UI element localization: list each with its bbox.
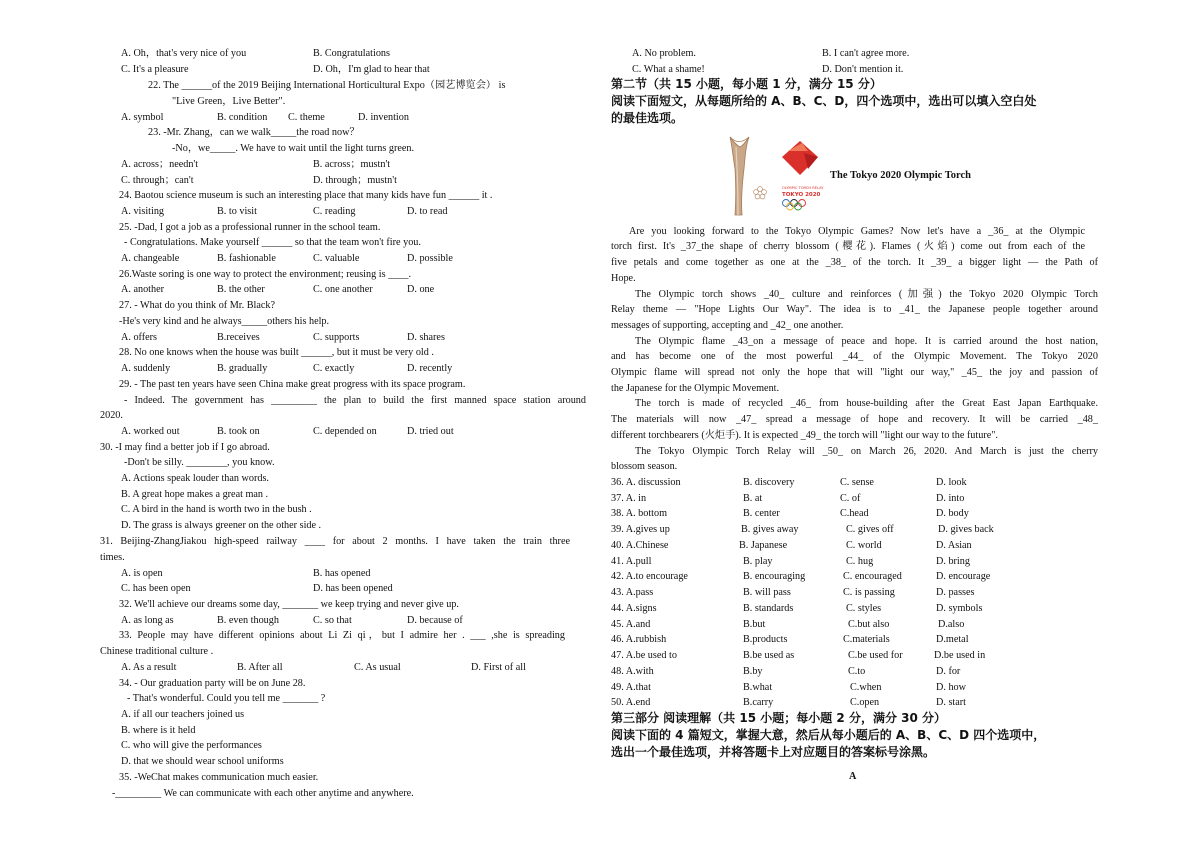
option-text: C.but also	[848, 619, 890, 630]
option-text: D. gives back	[938, 524, 994, 535]
option-text: C. sense	[840, 477, 874, 488]
line-text: 30. -I may find a better job if I go abroad.	[100, 442, 270, 453]
option-text: B.but	[743, 619, 766, 630]
option-text: 41. A.pull	[611, 556, 652, 567]
option-text: B. Congratulations	[313, 48, 390, 59]
line-text: and has become one of the most powerful _44_ of the Olympic Movement. The Tokyo 2020	[611, 351, 1098, 362]
option-text: 45. A.and	[611, 619, 651, 630]
olympic-rings-icon	[783, 200, 806, 211]
option-text: A. worked out	[121, 426, 180, 437]
option-text: D. into	[936, 493, 965, 504]
option-text: C. styles	[846, 603, 882, 614]
line-text: 25. -Dad, I got a job as a professional runner in the school team.	[119, 222, 381, 233]
line-text: The Tokyo Olympic Torch Relay will _50_ on March 26, 2020. And March is just the cherry	[635, 446, 1098, 457]
option-text: C.be used for	[848, 650, 903, 661]
option-text: 42. A.to encourage	[611, 571, 688, 582]
option-text: D. Don't mention it.	[822, 64, 904, 75]
option-text: C. gives off	[846, 524, 894, 535]
line-text: Are you looking forward to the Tokyo Olympic Games? Now let's have a _36_ at the Olympic	[629, 226, 1085, 237]
option-text: B. even though	[217, 615, 279, 626]
tokyo-torch-image	[718, 135, 828, 217]
option-text: A. suddenly	[121, 363, 171, 374]
option-text: B. discovery	[743, 477, 795, 488]
option-text: B. took on	[217, 426, 260, 437]
line-text: B. A great hope makes a great man .	[121, 489, 269, 500]
line-text: 24. Baotou science museum is such an interesting place that many kids have fun ______ it .	[119, 190, 493, 201]
option-text: C. through；can't	[121, 175, 194, 186]
option-text: C. is passing	[843, 587, 895, 598]
line-text: D. that we should wear school uniforms	[121, 756, 284, 767]
option-text: B. at	[743, 493, 763, 504]
line-text: different torchbearers (火炬手). It is expected _49_ the torch will "light our way to the future".	[611, 430, 998, 441]
option-text: D. encourage	[936, 571, 991, 582]
line-text: The materials will now _47_ spread a message of hope and recovery. It will be carried _48_	[611, 414, 1098, 425]
option-text: D. body	[936, 508, 969, 519]
option-text: C.when	[850, 682, 882, 693]
option-text: B. has opened	[313, 568, 371, 579]
option-text: D. invention	[358, 112, 409, 123]
option-text: C. depended on	[313, 426, 377, 437]
option-text: B.receives	[217, 332, 260, 343]
line-text: 第二节（共 15 小题，每小题 1 分，满分 15 分）	[611, 77, 882, 91]
option-text: C. exactly	[313, 363, 355, 374]
line-text: 32. We'll achieve our dreams some day, _______ we keep trying and never give up.	[119, 599, 459, 610]
option-text: B. center	[743, 508, 780, 519]
option-text: B. will pass	[743, 587, 791, 598]
option-text: A. As a result	[121, 662, 177, 673]
option-text: C. so that	[313, 615, 352, 626]
option-text: 40. A.Chinese	[611, 540, 669, 551]
option-text: C.head	[840, 508, 869, 519]
option-text: B. play	[743, 556, 773, 567]
option-text: D. Asian	[936, 540, 972, 551]
option-text: A. visiting	[121, 206, 165, 217]
option-text: B. encouraging	[743, 571, 806, 582]
line-text: 34. - Our graduation party will be on June 28.	[119, 678, 306, 689]
option-text: C. encouraged	[843, 571, 902, 582]
line-text: 23. -Mr. Zhang，can we walk_____the road now？	[148, 127, 360, 138]
line-text: 阅读下面的 4 篇短文，掌握大意，然后从每小题后的 A、B、C、D 四个选项中，	[611, 728, 1046, 742]
option-text: D. through；mustn't	[313, 175, 397, 186]
option-text: C. theme	[288, 112, 325, 123]
option-text: 44. A.signs	[611, 603, 657, 614]
line-text: -_________ We can communicate with each other anytime and anywhere.	[112, 788, 414, 799]
line-text: D. The grass is always greener on the other side .	[121, 520, 322, 531]
option-text: D. how	[936, 682, 966, 693]
option-text: D. recently	[407, 363, 453, 374]
line-text: 选出一个最佳选项，并将答题卡上对应题目的答案标号涂黑。	[611, 745, 936, 759]
line-text: 26.Waste soring is one way to protect the environment; reusing is ____.	[119, 269, 412, 280]
line-text: C. who will give the performances	[121, 740, 262, 751]
option-text: 46. A.rubbish	[611, 634, 667, 645]
line-text: 27. - What do you think of Mr. Black?	[119, 300, 275, 311]
line-text: 的最佳选项。	[611, 111, 684, 125]
option-text: C. It's a pleasure	[121, 64, 189, 75]
option-text: D. Oh，I'm glad to hear that	[313, 64, 430, 75]
option-text: C. As usual	[354, 662, 401, 673]
option-text: B.by	[743, 666, 763, 677]
option-text: B. I can't agree more.	[822, 48, 910, 59]
option-text: D. to read	[407, 206, 448, 217]
line-text: 33. People may have different opinions about Li Zi qi，but I admire her . ___ ,she is spreading	[119, 630, 565, 641]
option-text: B. gives away	[741, 524, 799, 535]
option-text: D.also	[938, 619, 965, 630]
option-text: C.materials	[843, 634, 890, 645]
option-text: C.open	[850, 697, 880, 708]
option-text: C. valuable	[313, 253, 360, 264]
line-text: A. Actions speak louder than words.	[121, 473, 269, 484]
option-text: D. bring	[936, 556, 970, 567]
line-text: The torch is made of recycled _46_ from house-building after the Great East Japan Earthquake.	[635, 398, 1098, 409]
option-text: A. No problem.	[632, 48, 696, 59]
option-text: B.products	[743, 634, 788, 645]
line-text: 阅读下面短文，从每题所给的 A、B、C、D，四个选项中，选出可以填入空白处	[611, 94, 1037, 108]
option-text: 50. A.end	[611, 697, 651, 708]
right-column	[600, 0, 1200, 849]
line-text: 第三部分 阅读理解（共 15 小题；每小题 2 分，满分 30 分）	[611, 711, 946, 725]
option-text: A. Oh，that's very nice of you	[121, 48, 247, 59]
line-text: 2020.	[100, 410, 123, 421]
option-text: B. fashionable	[217, 253, 276, 264]
option-text: D. possible	[407, 253, 453, 264]
option-text: 36. A. discussion	[611, 477, 681, 488]
line-text: C. A bird in the hand is worth two in the bush .	[121, 504, 312, 515]
option-text: C. reading	[313, 206, 356, 217]
torch-figure-title: The Tokyo 2020 Olympic Torch	[830, 170, 972, 181]
option-text: B. After all	[237, 662, 283, 673]
option-text: D.be used in	[934, 650, 986, 661]
option-text: D.metal	[936, 634, 969, 645]
option-text: 49. A.that	[611, 682, 651, 693]
option-text: D. for	[936, 666, 961, 677]
cherry-blossom-icon	[754, 187, 767, 199]
torch-relay-emblem-icon	[782, 141, 818, 175]
line-text: 28. No one knows when the house was built ______, but it must be very old .	[119, 347, 434, 358]
option-text: B. standards	[743, 603, 794, 614]
option-text: D. tried out	[407, 426, 454, 437]
option-text: A. symbol	[121, 112, 164, 123]
option-text: 39. A.gives up	[611, 524, 670, 535]
option-text: B. across；mustn't	[313, 159, 391, 170]
option-text: B. Japanese	[739, 540, 788, 551]
line-text: - Indeed. The government has _________ the plan to build the first manned space station around	[124, 395, 586, 406]
line-text: messages of supporting, accepting and _42_ one another.	[611, 320, 844, 331]
line-text: Olympic flame will spread not only the hope that will "light our way," _45_ the joy and passion of	[611, 367, 1098, 378]
option-text: B. condition	[217, 112, 268, 123]
emblem-text-top: OLYMPIC TORCH RELAY	[782, 186, 824, 190]
emblem-text-bottom: TOKYO 2020	[782, 192, 821, 198]
option-text: C. world	[846, 540, 882, 551]
line-text: -Don't be silly. ________, you know.	[124, 457, 275, 468]
option-text: B.carry	[743, 697, 774, 708]
line-text: the Japanese for the Olympic Movement.	[611, 383, 780, 394]
line-text: 31. Beijing-ZhangJiakou high-speed railway ____ for about 2 months. I have taken the train three	[100, 536, 570, 547]
option-text: D. shares	[407, 332, 445, 343]
line-text: five petals and come together as one at the _38_ of the torch. It _39_ a bigger light — the Path of	[611, 257, 1098, 268]
option-text: D. has been opened	[313, 583, 393, 594]
option-text: C. What a shame!	[632, 64, 705, 75]
line-text: Hope.	[611, 273, 636, 284]
line-text: The Olympic flame _43_on a message of peace and hope. It is carried around the host nation,	[635, 336, 1098, 347]
option-text: A. changeable	[121, 253, 180, 264]
line-text: -No，we_____. We have to wait until the light turns green.	[172, 143, 415, 154]
option-text: B.what	[743, 682, 773, 693]
line-text: 29. - The past ten years have seen China make great progress with its space program.	[119, 379, 466, 390]
option-text: C. one another	[313, 284, 373, 295]
option-text: 37. A. in	[611, 493, 647, 504]
line-text: times.	[100, 552, 125, 563]
line-text: A	[849, 771, 857, 782]
line-text: - Congratulations. Make yourself ______ so that the team won't fire you.	[124, 237, 421, 248]
option-text: B. the other	[217, 284, 265, 295]
line-text: The Olympic torch shows _40_ culture and reinforces (加强) the Tokyo 2020 Olympic Torch	[635, 289, 1098, 300]
option-text: A. offers	[121, 332, 158, 343]
line-text: blossom season.	[611, 461, 678, 472]
line-text: -He's very kind and he always_____others his help.	[119, 316, 330, 327]
line-text: A. if all our teachers joined us	[121, 709, 245, 720]
torch-body-icon	[730, 137, 749, 215]
line-text: 35. -WeChat makes communication much easier.	[119, 772, 319, 783]
option-text: D. one	[407, 284, 435, 295]
option-text: D. look	[936, 477, 967, 488]
option-text: B. to visit	[217, 206, 257, 217]
option-text: B. gradually	[217, 363, 268, 374]
line-text: "Live Green，Live Better".	[172, 96, 286, 107]
option-text: A. is open	[121, 568, 163, 579]
option-text: A. another	[121, 284, 164, 295]
option-text: B.be used as	[743, 650, 795, 661]
option-text: C.to	[848, 666, 866, 677]
option-text: 38. A. bottom	[611, 508, 668, 519]
line-text: B. where is it held	[121, 725, 196, 736]
option-text: C. has been open	[121, 583, 191, 594]
option-text: D. start	[936, 697, 966, 708]
option-text: C. supports	[313, 332, 360, 343]
option-text: D. symbols	[936, 603, 983, 614]
line-text: torch first. It's _37_the shape of cherry blossom (樱花). Flames (火焰) come out from each of the	[611, 241, 1085, 252]
line-text: Chinese traditional culture .	[100, 646, 214, 657]
option-text: D. passes	[936, 587, 975, 598]
option-text: 47. A.be used to	[611, 650, 677, 661]
option-text: 48. A.with	[611, 666, 654, 677]
option-text: A. across；needn't	[121, 159, 199, 170]
option-text: D. because of	[407, 615, 463, 626]
option-text: C. of	[840, 493, 861, 504]
line-text: Relay theme — "Hope Lights Our Way". The idea is to _41_ the Japanese people together around	[611, 304, 1098, 315]
line-text: 22. The ______of the 2019 Beijing International Horticultural Expo（园艺博览会） is	[148, 80, 506, 91]
line-text: - That's wonderful. Could you tell me _______ ?	[127, 693, 326, 704]
option-text: C. hug	[846, 556, 874, 567]
option-text: A. as long as	[121, 615, 174, 626]
option-text: D. First of all	[471, 662, 526, 673]
option-text: 43. A.pass	[611, 587, 654, 598]
